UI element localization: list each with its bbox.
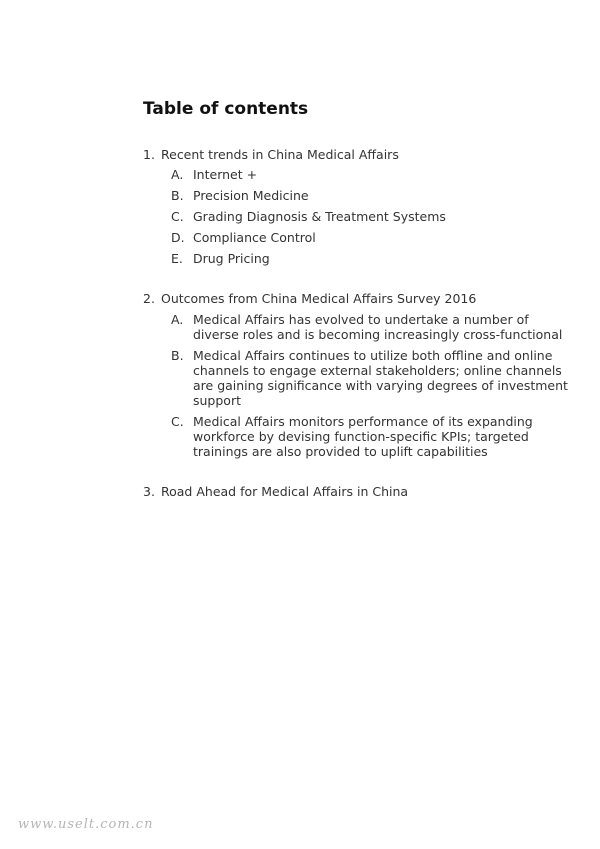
toc-subsection-item <box>143 209 573 224</box>
subsection-letter: E. <box>171 251 183 266</box>
toc-section-heading <box>143 147 573 162</box>
subsection-title: Drug Pricing <box>193 251 270 266</box>
toc-subsection-item <box>143 167 573 182</box>
section-title: Outcomes from China Medical Affairs Survey 2016 <box>161 291 477 306</box>
toc-subsection-item <box>143 348 573 408</box>
subsection-title: Grading Diagnosis & Treatment Systems <box>193 209 446 224</box>
subsection-letter: D. <box>171 230 185 245</box>
subsection-title: Medical Affairs continues to utilize both offline and online channels to engage external stakeholders; online channels are gaining significance with varying degrees of investment support <box>193 348 568 408</box>
subsection-letter: C. <box>171 209 184 224</box>
section-number: 3. <box>143 484 155 499</box>
toc-section-2 <box>143 291 573 465</box>
subsection-title: Medical Affairs monitors performance of its expanding workforce by devising function-specific KPIs; targeted trainings are also provided to uplift capabilities <box>193 414 533 459</box>
subsection-letter: A. <box>171 312 184 327</box>
section-title: Recent trends in China Medical Affairs <box>161 147 399 162</box>
subsection-letter: B. <box>171 188 184 203</box>
toc-subsection-item <box>143 312 573 342</box>
toc-subsection-item <box>143 188 573 203</box>
section-title: Road Ahead for Medical Affairs in China <box>161 484 409 499</box>
toc-section-1 <box>143 147 573 272</box>
toc-section-heading <box>143 291 573 306</box>
toc-subsection-list <box>143 312 573 459</box>
subsection-letter: A. <box>171 167 184 182</box>
toc-section-heading <box>143 484 573 499</box>
toc-subsection-list <box>143 167 573 266</box>
subsection-title: Precision Medicine <box>193 188 309 203</box>
toc-subsection-item <box>143 230 573 245</box>
toc-subsection-item <box>143 414 573 459</box>
subsection-letter: C. <box>171 414 184 429</box>
subsection-letter: B. <box>171 348 184 363</box>
subsection-title: Internet + <box>193 167 258 182</box>
section-number: 1. <box>143 147 155 162</box>
section-number: 2. <box>143 291 155 306</box>
page-title: Table of contents <box>143 99 309 119</box>
toc-section-3 <box>143 484 573 499</box>
watermark-text: www.uselt.com.cn <box>18 817 154 832</box>
toc-subsection-item <box>143 251 573 266</box>
subsection-title: Compliance Control <box>193 230 316 245</box>
subsection-title: Medical Affairs has evolved to undertake a number of diverse roles and is becoming increasingly cross-functional <box>193 312 563 342</box>
